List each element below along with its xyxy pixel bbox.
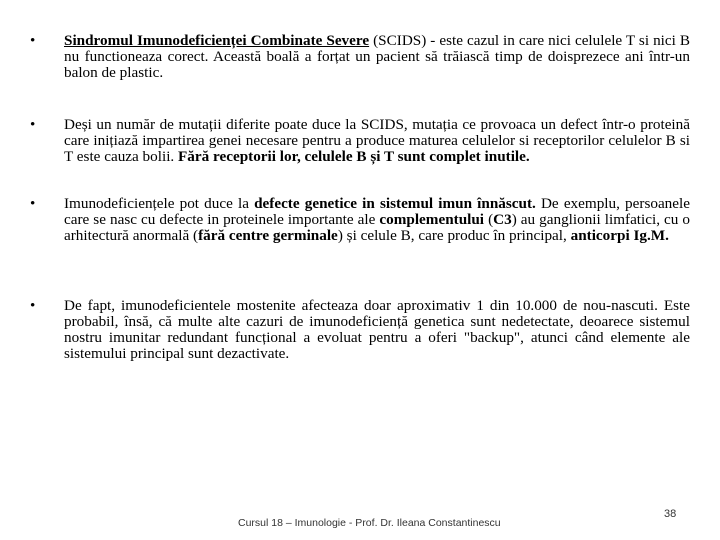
scids-term: Sindromul Imunodeficienței Combinate Severe [64, 32, 370, 49]
bullet-item-inherited-frequency [30, 298, 690, 362]
bullet-icon: • [30, 115, 36, 133]
text-segment: ) au ganglionii limfatici, cu o arhitectură anormală ( [64, 211, 690, 245]
bullet-item-genetic-defects [30, 196, 690, 244]
emphasis-igm: anticorpi Ig.M. [570, 227, 669, 245]
mutation-conclusion: Fără receptorii lor, celulele B și T sunt complet inutile. [178, 147, 530, 165]
page-number: 38 [664, 508, 677, 520]
footer-course-info: Cursul 18 – Imunologie - Prof. Dr. Ileana Constantinescu [238, 517, 501, 529]
text-segment: ) și celule B, care produc în principal, [337, 227, 571, 245]
emphasis-complement: complementului [379, 211, 485, 229]
bullet-icon: • [30, 195, 36, 213]
text-segment: Imunodeficiențele pot duce la [64, 195, 255, 213]
text-segment: De exemplu, persoanele care se nasc cu defecte in proteinele importante ale [64, 195, 690, 229]
mutation-text: Deși un număr de mutații diferite poate duce la SCIDS, mutația ce provoaca un defect într-o proteină care inițiază impartirea genei necesare pentru a produce maturea celulelor si receptorilor celulelor B si T este cauza bolii. [64, 115, 690, 165]
emphasis-germinal-centers: fără centre germinale [198, 227, 338, 245]
bullet-list [30, 33, 690, 362]
bullet-icon: • [30, 297, 36, 315]
text-segment: ( [484, 211, 494, 229]
emphasis-genetic-defects: defecte genetice in sistemul imun înnăscut. [254, 195, 536, 213]
frequency-text: De fapt, imunodeficientele mostenite afecteaza doar aproximativ 1 din 10.000 de nou-nascuti. Este probabil, însă, că multe alte cazuri de imunodeficiență genetica sunt nedetectate, deoarece sistemul nostru imunitar redundant funcțional a evoluat pentru a oferi "backup", atunci când elemente ale sistemului principal sunt dezactivate. [64, 297, 690, 362]
bullet-icon: • [30, 32, 36, 49]
emphasis-c3: C3 [493, 211, 512, 229]
bullet-item-scids-mutation [30, 117, 690, 165]
scids-description: (SCIDS) - este cazul in care nici celulele T si nici B nu functioneaza corect. Această boală a forțat un pacient să trăiască timp de doisprezece ani într-un balon de plastic. [64, 32, 690, 81]
bullet-item-scids-definition [30, 33, 690, 81]
